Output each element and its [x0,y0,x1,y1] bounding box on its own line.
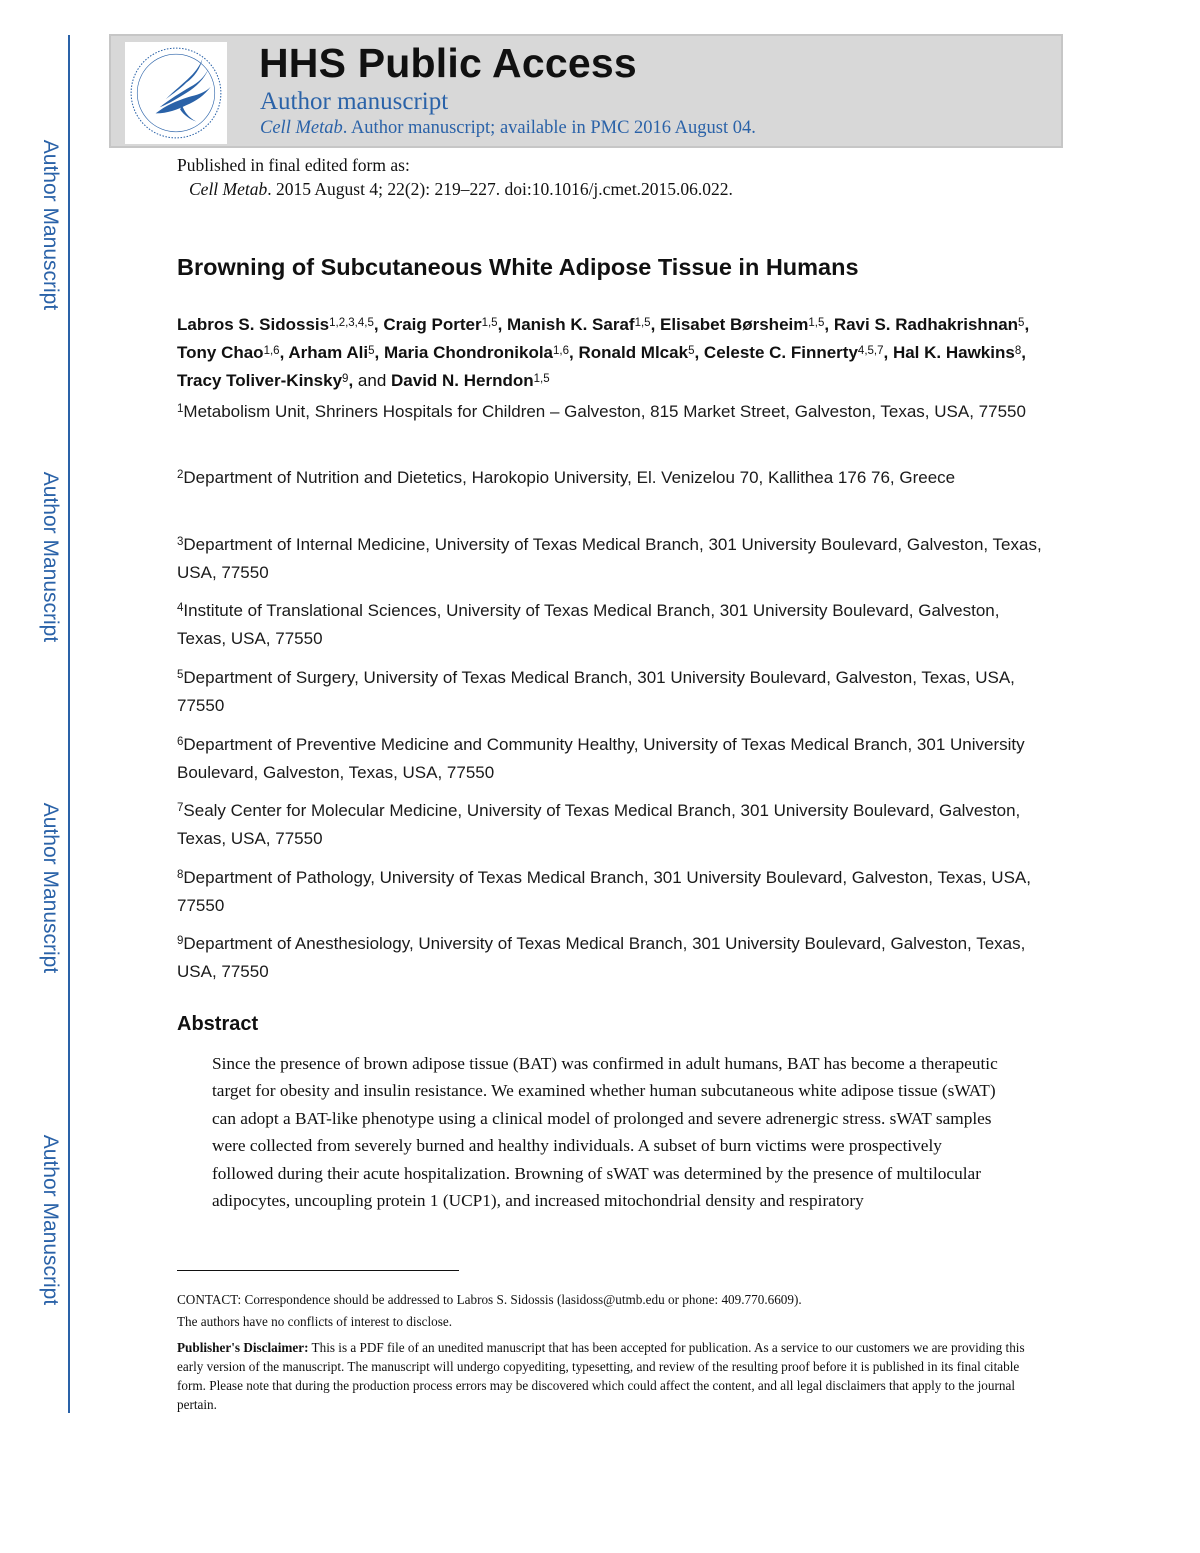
affiliation-8: $^8$Department of Pathology, University of Texas Medical Branch, 301 University Boulevard, Galveston, Texas, USA, 77550 [177,868,1031,915]
footnote-contact: CONTACT: Correspondence should be addressed to Labros S. Sidossis (lasidoss@utmb.edu or phone: 409.770.6609). [177,1292,802,1307]
footnote-rule [177,1270,459,1271]
abstract-heading: Abstract [177,1013,259,1035]
published-citation: Cell Metab. 2015 August 4; 22(2): 219–227. doi:10.1016/j.cmet.2015.06.022. [189,179,733,199]
footnote-conflicts: The authors have no conflicts of interest to disclose. [177,1314,453,1329]
abstract-text: Since the presence of brown adipose tissue (BAT) was confirmed in adult humans, BAT has become a therapeutic target for obesity and insulin resistance. We examined whether human subcutaneous white adipose tissue (sWAT) can adopt a BAT-like phenotype using a clinical model of prolonged and severe adrenergic stress. sWAT samples were collected from severely burned and healthy individuals. A subset of burn victims were prospectively followed during their acute hospitalization. Browning of sWAT was determined by the presence of multilocular adipocytes, uncoupling protein 1 (UCP1), and increased mitochondrial density and respiratory [212,1054,998,1211]
hhs-eagle-logo-icon [125,42,227,144]
footnote-disclaimer: Publisher's Disclaimer: This is a PDF file of an unedited manuscript that has been accepted for publication. As a service to our customers we are providing this early version of the manuscript. The manuscript will undergo copyediting, typesetting, and review of the resulting proof before it is published in its final citable form. Please note that during the production process errors may be discovered which could affect the content, and all legal disclaimers that apply to the journal pertain. [177,1340,1025,1412]
hhs-title: HHS Public Access [259,40,637,86]
published-label: Published in final edited form as: [177,155,410,175]
affiliation-6: $^6$Department of Preventive Medicine and Community Healthy, University of Texas Medical Branch, 301 University Boulevard, Galveston, Texas, USA, 77550 [177,735,1025,782]
affiliation-2: $^2$Department of Nutrition and Dietetics, Harokopio University, El. Venizelou 70, Kallithea 176 76, Greece [177,468,956,487]
affiliation-7: $^7$Sealy Center for Molecular Medicine, University of Texas Medical Branch, 301 University Boulevard, Galveston, Texas, USA, 77550 [177,801,1021,848]
affiliation-1: $^1$Metabolism Unit, Shriners Hospitals for Children – Galveston, 815 Market Street, Galveston, Texas, USA, 77550 [177,402,1026,421]
affiliation-4: $^4$Institute of Translational Sciences, University of Texas Medical Branch, 301 University Boulevard, Galveston, Texas, USA, 77550 [177,601,1000,648]
affiliation-9: $^9$Department of Anesthesiology, University of Texas Medical Branch, 301 University Boulevard, Galveston, Texas, USA, 77550 [177,934,1026,981]
affiliation-3: $^3$Department of Internal Medicine, University of Texas Medical Branch, 301 University Boulevard, Galveston, Texas, USA, 77550 [177,535,1042,582]
affiliation-5: $^5$Department of Surgery, University of Texas Medical Branch, 301 University Boulevard, Galveston, Texas, USA, 77550 [177,668,1015,715]
pmc-availability: Cell Metab. Author manuscript; available in PMC 2016 August 04. [260,118,756,138]
paper-title: Browning of Subcutaneous White Adipose Tissue in Humans [177,254,859,280]
author-list: Labros S. Sidossis$^{1,2,3,4,5}$, Craig Porter$^{1,5}$, Manish K. Saraf$^{1,5}$, Elisabet Børsheim$^{1,5}$, Ravi S. Radhakrishnan$^5$, Tony Chao$^{1,6}$, Arham Ali$^5$, Maria Chondronikola$^{1,6}$, Ronald Mlcak$^5$, Celeste C. Finnerty$^{4,5,7}$, Hal K. Hawkins$^8$, Tracy Toliver-Kinsky$^9$, and David N. Herndon$^{1,5}$ [177,315,1030,390]
margin-rule [68,35,70,1413]
manuscript-type: Author manuscript [260,88,449,115]
hhs-header [109,34,1063,148]
